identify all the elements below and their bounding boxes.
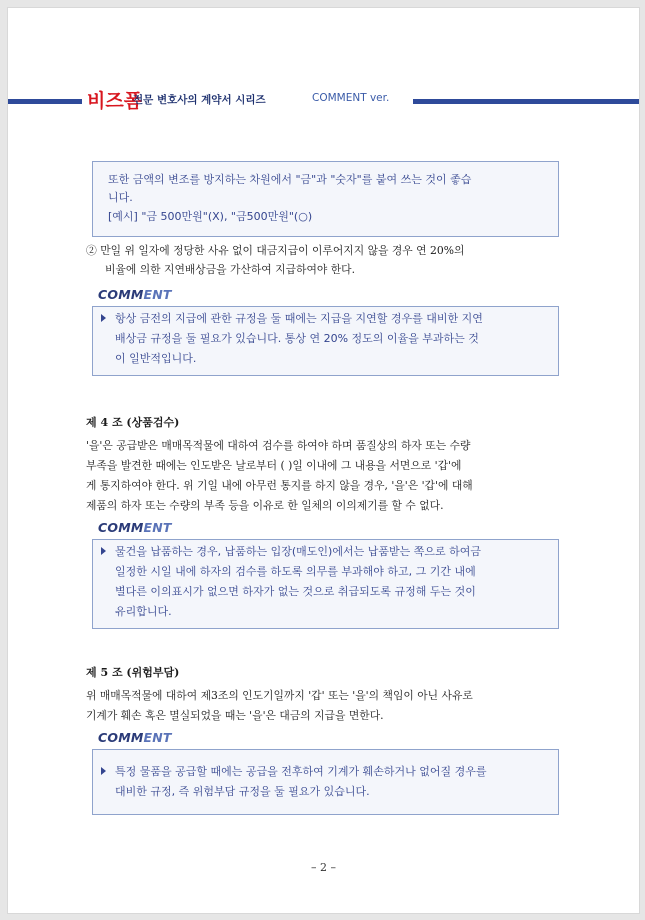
article-5-body: 위 매매목적물에 대하여 제3조의 인도기일까지 '갑' 또는 '을'의 책임이 아닌 사유로 기계가 훼손 혹은 멸실되었을 때는 '을'은 대금의 지급을 면한다.	[86, 689, 473, 722]
clause-2-line: 비율에 의한 지연배상금을 가산하여 지급하여야 한다.	[105, 263, 356, 276]
comment-text: 항상 금전의 지급에 관한 규정을 둘 때에는 지급을 지연할 경우를 대비한 지연 배상금 규정을 둘 필요가 있습니다. 통상 연 20% 정도의 이율을 부과하는 것 이 일반적입니다.	[115, 312, 483, 365]
comment-box	[92, 539, 559, 629]
comment-label: COMMENT	[98, 287, 172, 302]
comment-label: COMMENT	[98, 730, 172, 745]
page-header	[8, 86, 639, 110]
brand-logo: 비즈폼	[87, 90, 143, 112]
bullet-triangle-icon	[101, 547, 106, 555]
page-number: – 2 –	[311, 861, 336, 874]
document-page	[7, 7, 640, 914]
note-line: 니다.	[108, 191, 133, 204]
comment-label: COMMENT	[98, 520, 172, 535]
clause-2-line: ② 만일 위 일자에 정당한 사유 없이 대금지급이 이루어지지 않을 경우 연 20%의	[86, 244, 465, 257]
comment-text: 물건을 납품하는 경우, 납품하는 입장(매도인)에서는 납품받는 쪽으로 하여금 일정한 시일 내에 하자의 검수를 하도록 의무를 부과해야 하고, 그 기간 내에 별다른 이의표시가 없으면 하자가 없는 것으로 취급되도록 규정해 두는 것이 유리합니다.	[115, 545, 481, 618]
note-example: [예시] "금 500만원"(X), "금500만원"(○)	[108, 210, 313, 223]
bullet-triangle-icon	[101, 314, 106, 322]
series-subtitle: 전문 변호사의 계약서 시리즈	[133, 94, 266, 106]
comment-box	[92, 749, 559, 815]
header-bar-right	[413, 99, 639, 104]
comment-version: COMMENT ver.	[312, 92, 390, 104]
bullet-triangle-icon	[101, 767, 106, 775]
comment-box	[92, 306, 559, 376]
article-4-body: '을'은 공급받은 매매목적물에 대하여 검수를 하여야 하며 품질상의 하자 또는 수량 부족을 발견한 때에는 인도받은 날로부터 ( )일 이내에 그 내용을 서면으로 '갑'에 게 통지하여야 한다. 위 기일 내에 아무런 통지를 하지 않을 경우, '을'은 '갑'에 대해 제품의 하자 또는 수량의 부족 등을 이유로 한 일체의 이의제기를 할 수 없다.	[86, 439, 473, 512]
article-4-title: 제 4 조 (상품검수)	[86, 416, 180, 429]
header-bar-left	[8, 99, 82, 104]
note-line: 또한 금액의 변조를 방지하는 차원에서 "금"과 "숫자"를 붙여 쓰는 것이 좋습	[108, 173, 472, 186]
comment-text: 특정 물품을 공급할 때에는 공급을 전후하여 기계가 훼손하거나 없어질 경우를 대비한 규정, 즉 위험부담 규정을 둘 필요가 있습니다.	[115, 765, 487, 798]
note-box	[92, 161, 559, 237]
article-5-title: 제 5 조 (위험부담)	[86, 666, 180, 679]
